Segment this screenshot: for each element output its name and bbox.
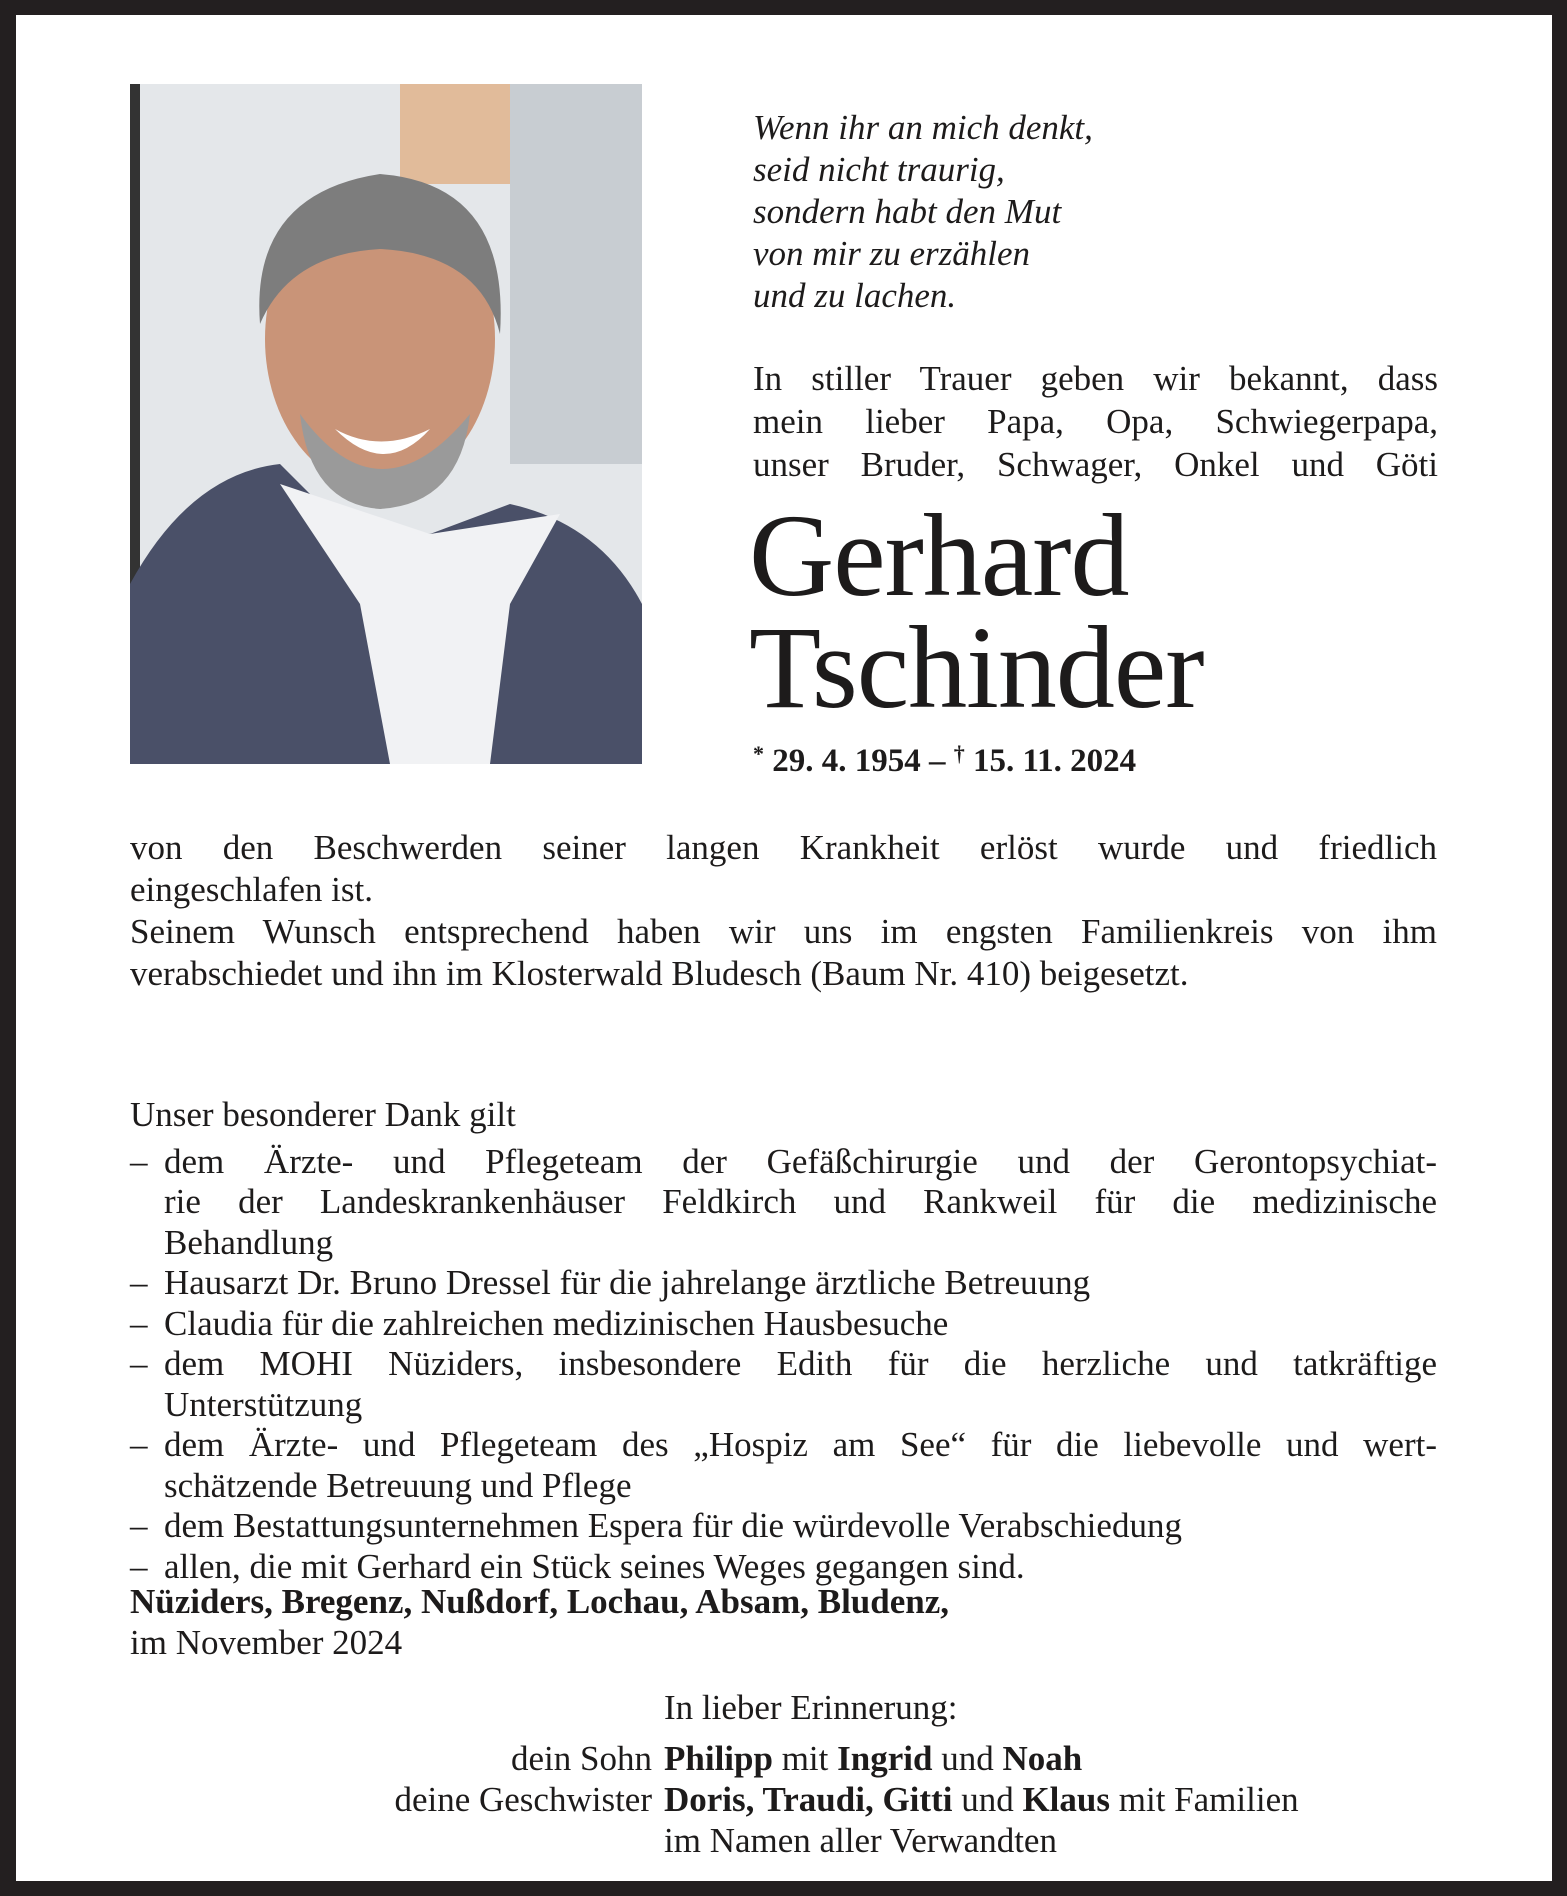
connector: und: [952, 1780, 1023, 1819]
thanks-intro: Unser besonderer Dank gilt: [130, 1095, 516, 1134]
connector: mit: [772, 1739, 838, 1778]
thanks-item: [130, 1425, 1437, 1506]
poem: [753, 107, 1093, 317]
poem-line: von mir zu erzählen: [753, 234, 1031, 273]
body-line: von den Beschwerden seiner langen Krankheit erlöst wurde und friedlich: [130, 828, 1437, 867]
life-dates: [753, 741, 1136, 780]
thanks-line: dem Ärzte- und Pflegeteam des „Hospiz am See“ für die liebevolle und wert-: [164, 1425, 1437, 1464]
thanks-item: [130, 1506, 1437, 1547]
son-label: dein Sohn: [511, 1739, 652, 1778]
date-line: im November 2024: [130, 1623, 403, 1662]
relatives-line: im Namen aller Verwandten: [664, 1821, 1057, 1860]
thanks-line: Unterstützung: [164, 1384, 363, 1424]
birth-date: 29. 4. 1954: [772, 743, 921, 779]
memory-heading: In lieber Erinnerung:: [664, 1688, 958, 1727]
announcement-intro: [753, 357, 1438, 486]
thanks-item: [130, 1304, 1437, 1345]
daughter-in-law-name: Ingrid: [837, 1739, 933, 1778]
body-line: Seinem Wunsch entsprechend haben wir uns im engsten Familienkreis von ihm: [130, 912, 1437, 951]
thanks-line: allen, die mit Gerhard ein Stück seines Weges gegangen sind.: [164, 1546, 1025, 1586]
birth-symbol: *: [753, 741, 764, 766]
sibling-names: Doris, Traudi, Gitti: [664, 1780, 953, 1819]
dash: –: [130, 1546, 148, 1586]
connector: mit Familien: [1110, 1780, 1299, 1819]
death-date: 15. 11. 2024: [973, 743, 1137, 779]
grandchild-name: Noah: [1002, 1739, 1083, 1778]
sibling-name: Klaus: [1022, 1780, 1110, 1819]
dash: –: [130, 1303, 148, 1343]
thanks-line: dem Ärzte- und Pflegeteam der Gefäßchirurgie und der Gerontopsychiat-: [164, 1141, 1437, 1181]
dash: –: [130, 1425, 148, 1464]
thanks-item: [130, 1142, 1437, 1264]
first-name: Gerhard: [749, 490, 1129, 621]
siblings-label: deine Geschwister: [394, 1780, 652, 1819]
intro-line: unser Bruder, Schwager, Onkel und Göti: [753, 445, 1438, 484]
connector: und: [932, 1739, 1003, 1778]
thanks-item: [130, 1263, 1437, 1304]
date-separator: –: [920, 743, 954, 779]
body-text: [130, 827, 1437, 995]
thanks-line: schätzende Betreuung und Pflege: [164, 1465, 632, 1505]
signatures: [130, 1687, 1299, 1861]
thanks-line: dem Bestattungsunternehmen Espera für die würdevolle Verabschiedung: [164, 1506, 1182, 1545]
thanks-line: dem MOHI Nüziders, insbesondere Edith für die herzliche und tatkräftige: [164, 1344, 1437, 1383]
portrait-image: [130, 84, 642, 764]
siblings-row: [130, 1779, 1299, 1820]
thanks-section: [130, 1095, 1437, 1587]
dash: –: [130, 1506, 148, 1545]
deceased-name: [749, 490, 1204, 733]
poem-line: und zu lachen.: [753, 276, 957, 315]
son-name: Philipp: [664, 1739, 773, 1778]
portrait-photo: [130, 84, 642, 764]
dash: –: [130, 1141, 148, 1181]
intro-line: mein lieber Papa, Opa, Schwiegerpapa,: [753, 402, 1438, 441]
dash: –: [130, 1263, 148, 1302]
body-line: eingeschlafen ist.: [130, 870, 373, 909]
obituary-page: [16, 15, 1552, 1881]
thanks-item: [130, 1344, 1437, 1425]
son-row: [130, 1738, 1299, 1779]
poem-line: Wenn ihr an mich denkt,: [753, 108, 1093, 147]
thanks-line: rie der Landeskrankenhäuser Feldkirch und Rankweil für die medizinische: [164, 1182, 1437, 1221]
thanks-line: Hausarzt Dr. Bruno Dressel für die jahrelange ärztliche Betreuung: [164, 1263, 1091, 1302]
poem-line: seid nicht traurig,: [753, 150, 1005, 189]
places: Nüziders, Bregenz, Nußdorf, Lochau, Absam, Bludenz,: [130, 1582, 950, 1621]
thanks-line: Claudia für die zahlreichen medizinischen Hausbesuche: [164, 1303, 949, 1343]
dash: –: [130, 1344, 148, 1383]
last-name: Tschinder: [749, 602, 1204, 733]
intro-line: In stiller Trauer geben wir bekannt, dass: [753, 359, 1438, 398]
places-block: [130, 1581, 949, 1663]
thanks-line: Behandlung: [164, 1222, 334, 1262]
poem-line: sondern habt den Mut: [753, 192, 1062, 231]
death-symbol: †: [953, 741, 965, 766]
body-line: verabschiedet und ihn im Klosterwald Bludesch (Baum Nr. 410) beigesetzt.: [130, 954, 1189, 993]
